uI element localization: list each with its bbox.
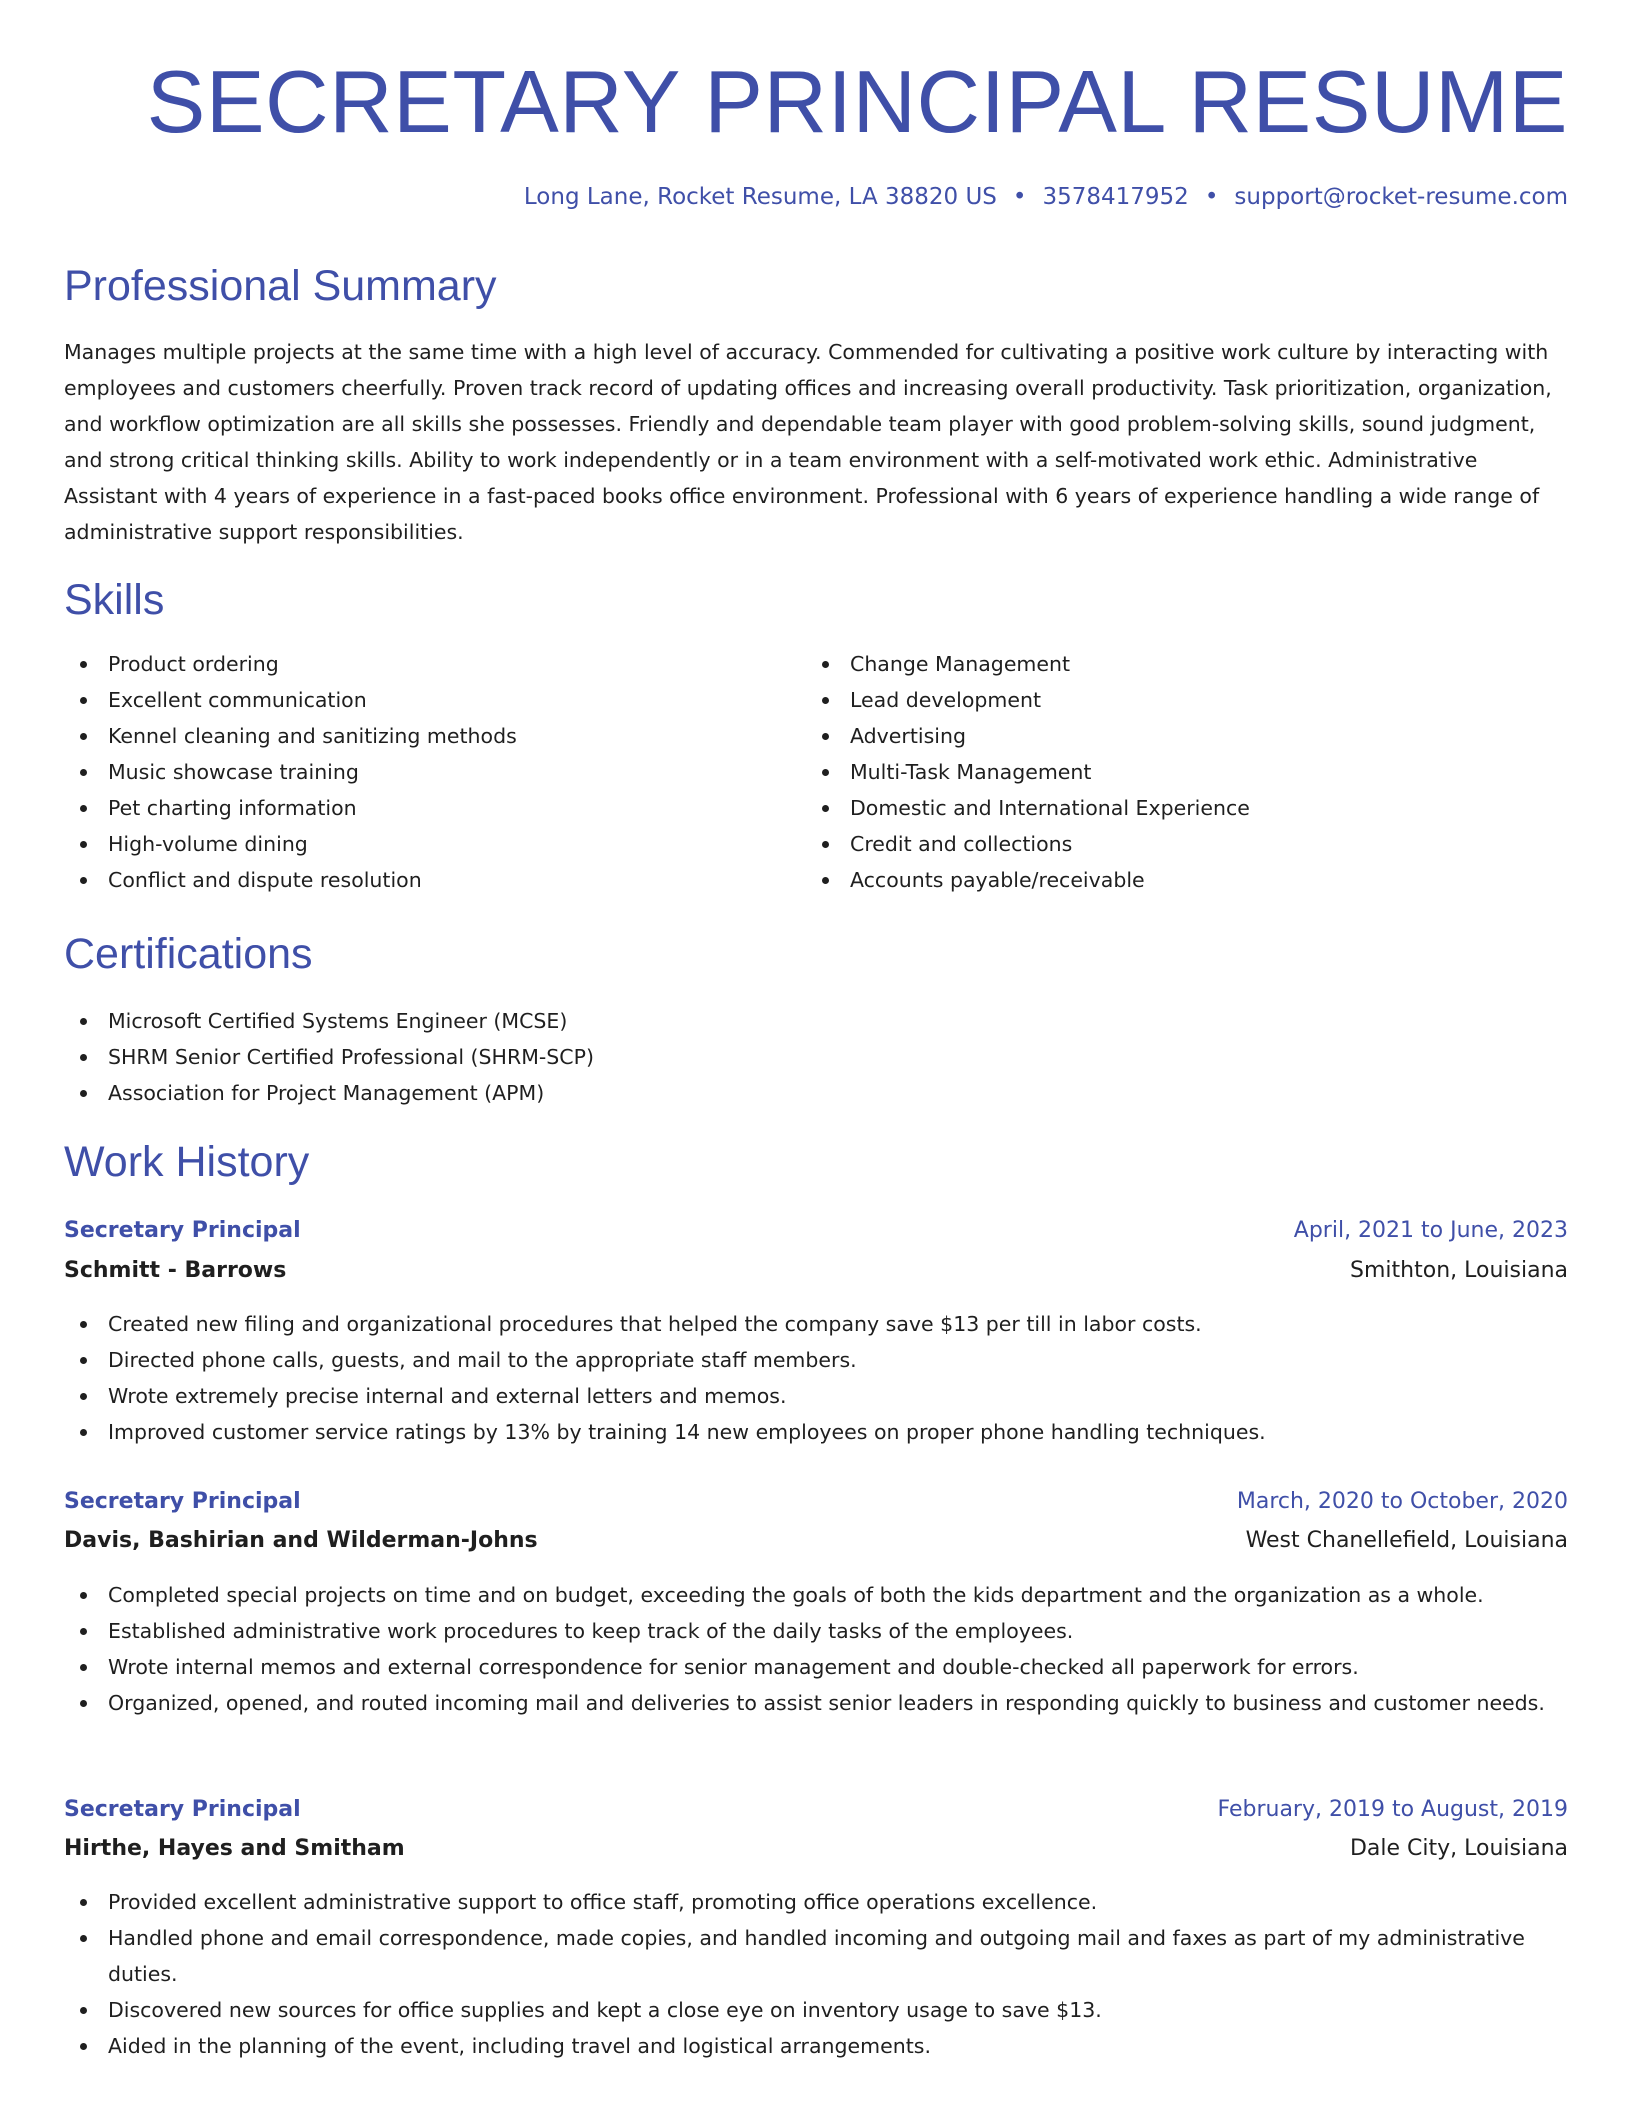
job-dates: February, 2019 to August, 2019 [1217,1797,1568,1822]
job-duty: Discovered new sources for office supplies and kept a close eye on inventory usage to save $13. [64,1992,1568,2028]
skill-item: Pet charting information [64,790,744,826]
job-dates: March, 2020 to October, 2020 [1236,1489,1568,1514]
skills-list-right [806,646,1566,898]
summary-text: Manages multiple projects at the same time with a high level of accuracy. Commended for cultivating a positive work culture by interacting with employees and customers cheerfully. Proven track record of updating offices and increasing overall productivity. Task prioritization, organization, and workflow optimization are all skills she possesses. Friendly and dependable team player with good problem-solving skills, sound judgment, and strong critical thinking skills. Ability to work independently or in a team environment with a self-motivated work ethic. Administrative Assistant with 4 years of experience in a fast-paced books office environment. Professional with 6 years of experience handling a wide range of administrative support responsibilities. [64,340,1552,544]
skill-item: Lead development [806,682,1566,718]
job-location: Dale City, Louisiana [1349,1836,1568,1861]
contact-phone: 3578417952 [1042,184,1189,210]
skill-item: Kennel cleaning and sanitizing methods [64,718,744,754]
job-duty: Provided excellent administrative support to office staff, promoting office operations excellence. [64,1884,1568,1920]
job-duty: Aided in the planning of the event, including travel and logistical arrangements. [64,2028,1568,2064]
separator-dot: • [1204,184,1219,210]
skill-item: Music showcase training [64,754,744,790]
skills-list-left [64,646,744,898]
job-dates: April, 2021 to June, 2023 [1293,1218,1568,1243]
skill-item: Credit and collections [806,826,1566,862]
section-heading-certifications: Certifications [64,930,313,978]
job-duties-list [64,1306,1568,1450]
section-heading-summary: Professional Summary [64,262,497,310]
job-title: Secretary Principal [64,1218,301,1243]
section-heading-skills: Skills [64,576,165,624]
section-heading-work-history: Work History [64,1138,310,1186]
skill-item: Conflict and dispute resolution [64,862,744,898]
job-duty: Improved customer service ratings by 13% by training 14 new employees on proper phone handling techniques. [64,1414,1568,1450]
skill-item: Product ordering [64,646,744,682]
separator-dot: • [1012,184,1027,210]
job-title: Secretary Principal [64,1489,301,1514]
contact-address: Long Lane, Rocket Resume, LA 38820 US [523,184,997,210]
certification-item: Association for Project Management (APM) [64,1075,1568,1111]
job-duty: Wrote internal memos and external correspondence for senior management and double-checked all paperwork for errors. [64,1649,1568,1685]
resume-title: SECRETARY PRINCIPAL RESUME [146,52,1568,151]
certification-item: Microsoft Certified Systems Engineer (MCSE) [64,1003,1568,1039]
skill-item: High-volume dining [64,826,744,862]
skill-item: Domestic and International Experience [806,790,1566,826]
job-company: Hirthe, Hayes and Smitham [64,1836,405,1861]
contact-line [524,180,1568,214]
skill-item: Change Management [806,646,1566,682]
job-duty: Handled phone and email correspondence, made copies, and handled incoming and outgoing mail and faxes as part of my administrative duties. [64,1920,1568,1992]
job-company: Davis, Bashirian and Wilderman-Johns [64,1528,538,1553]
job-duty: Organized, opened, and routed incoming mail and deliveries to assist senior leaders in responding quickly to business and customer needs. [64,1685,1568,1721]
job-duty: Wrote extremely precise internal and external letters and memos. [64,1378,1568,1414]
job-company: Schmitt - Barrows [64,1258,287,1283]
job-duty: Established administrative work procedures to keep track of the daily tasks of the employees. [64,1613,1568,1649]
job-duties-list [64,1577,1568,1721]
skill-item: Advertising [806,718,1566,754]
job-duties-list [64,1884,1568,2064]
contact-email: support@rocket-resume.com [1234,184,1568,210]
job-duty: Directed phone calls, guests, and mail to the appropriate staff members. [64,1342,1568,1378]
job-location: West Chanellefield, Louisiana [1245,1528,1568,1553]
certifications-list [64,1003,1568,1111]
job-duty: Created new filing and organizational procedures that helped the company save $13 per till in labor costs. [64,1306,1568,1342]
skill-item: Accounts payable/receivable [806,862,1566,898]
skill-item: Excellent communication [64,682,744,718]
job-location: Smithton, Louisiana [1350,1258,1568,1283]
job-title: Secretary Principal [64,1797,301,1822]
certification-item: SHRM Senior Certified Professional (SHRM-SCP) [64,1039,1568,1075]
job-duty: Completed special projects on time and on budget, exceeding the goals of both the kids department and the organization as a whole. [64,1577,1568,1613]
skill-item: Multi-Task Management [806,754,1566,790]
